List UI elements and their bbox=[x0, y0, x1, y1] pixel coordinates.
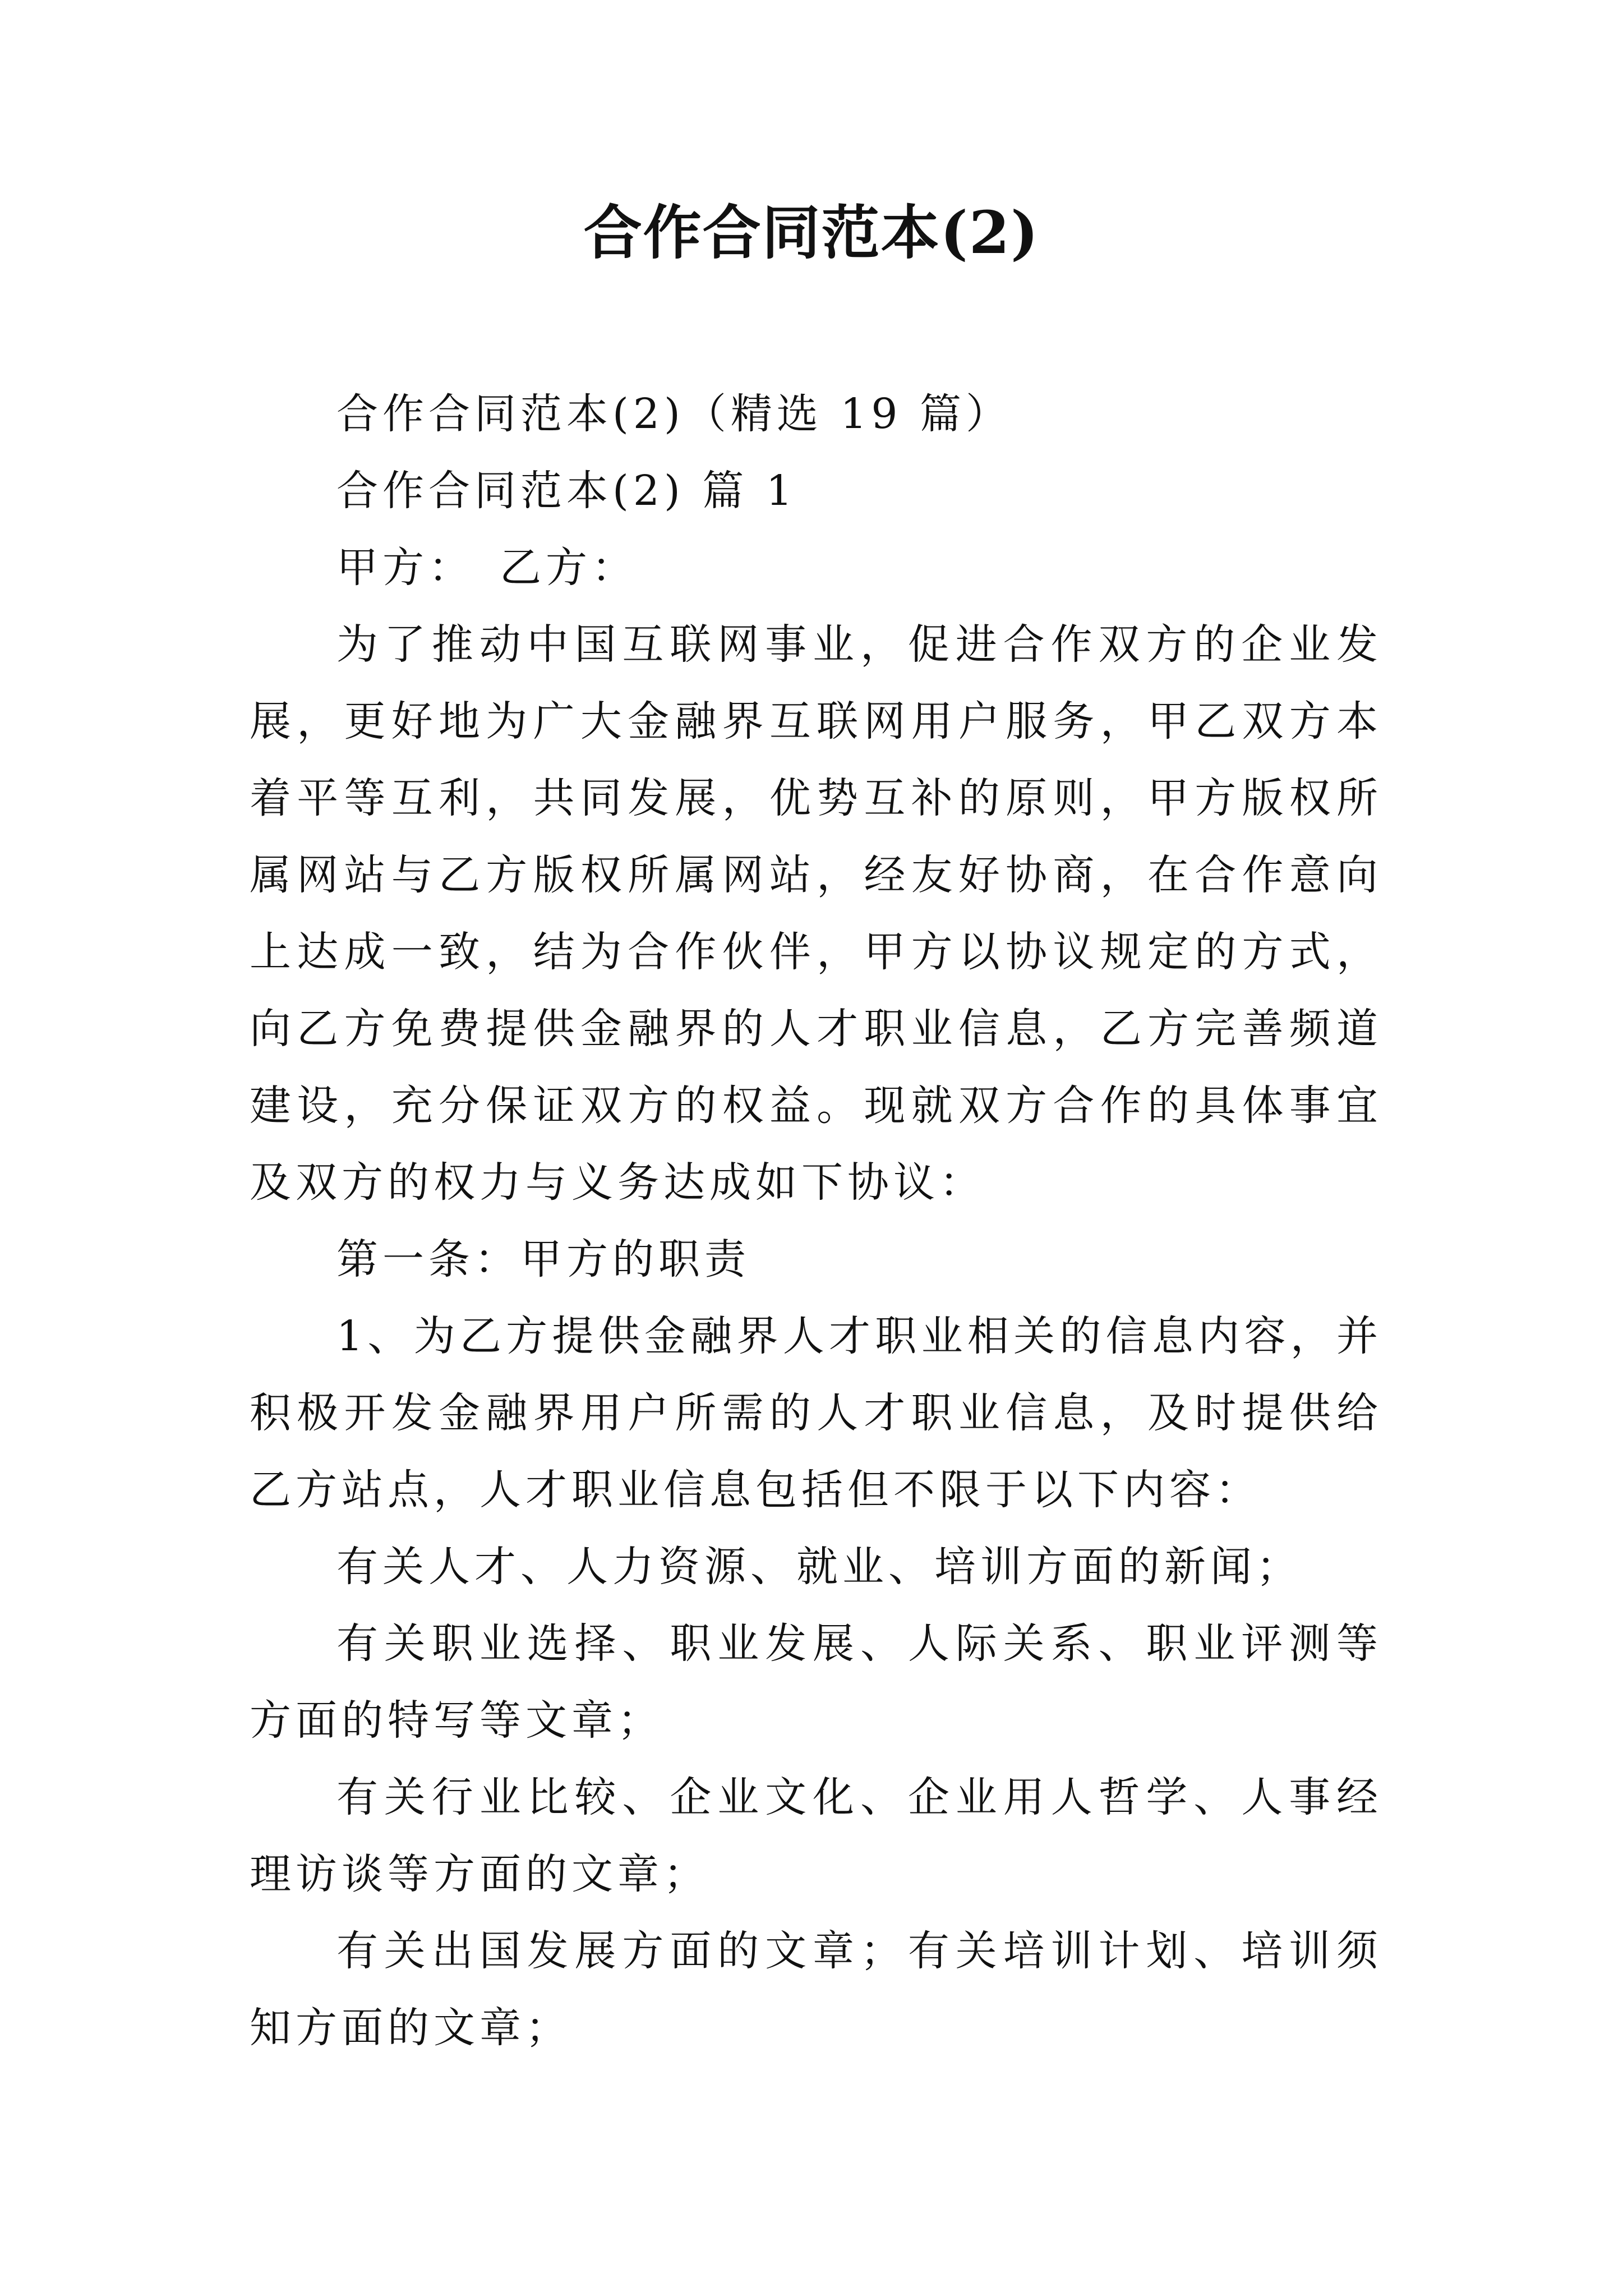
paragraph-item-news: 有关人才、人力资源、就业、培训方面的新闻； bbox=[336, 1543, 1302, 1591]
paragraph-item-career: 有关职业选择、职业发展、人际关系、职业评测等方面的特写等文章； bbox=[250, 1619, 1382, 1745]
paragraph-parties: 甲方： 乙方： bbox=[336, 544, 638, 592]
document-body bbox=[250, 376, 1382, 2067]
paragraph-subtitle: 合作合同范本(2)（精选 19 篇） bbox=[336, 390, 1012, 438]
paragraph-article-1-heading: 第一条：甲方的职责 bbox=[336, 1235, 750, 1283]
document-title: 合作合同范本(2) bbox=[583, 198, 1040, 267]
paragraph-section-heading: 合作合同范本(2) 篇 1 bbox=[336, 467, 797, 515]
paragraph-item-abroad: 有关出国发展方面的文章；有关培训计划、培训须知方面的文章； bbox=[250, 1927, 1382, 2052]
paragraph-preamble: 为了推动中国互联网事业，促进合作双方的企业发展，更好地为广大金融界互联网用户服务，甲乙双方本着平等互利，共同发展，优势互补的原则，甲方版权所属网站与乙方版权所属网站，经友好协商，在合作意向上达成一致，结为合作伙伴，甲方以协议规定的方式，向乙方免费提供金融界的人才职业信息，乙方完善频道建设，充分保证双方的权益。现就双方合作的具体事宜及双方的权力与义务达成如下协议： bbox=[250, 620, 1382, 1207]
paragraph-clause-1: 1、为乙方提供金融界人才职业相关的信息内容，并积极开发金融界用户所需的人才职业信息，及时提供给乙方站点，人才职业信息包括但不限于以下内容： bbox=[250, 1312, 1382, 1514]
paragraph-item-industry: 有关行业比较、企业文化、企业用人哲学、人事经理访谈等方面的文章； bbox=[250, 1773, 1382, 1898]
